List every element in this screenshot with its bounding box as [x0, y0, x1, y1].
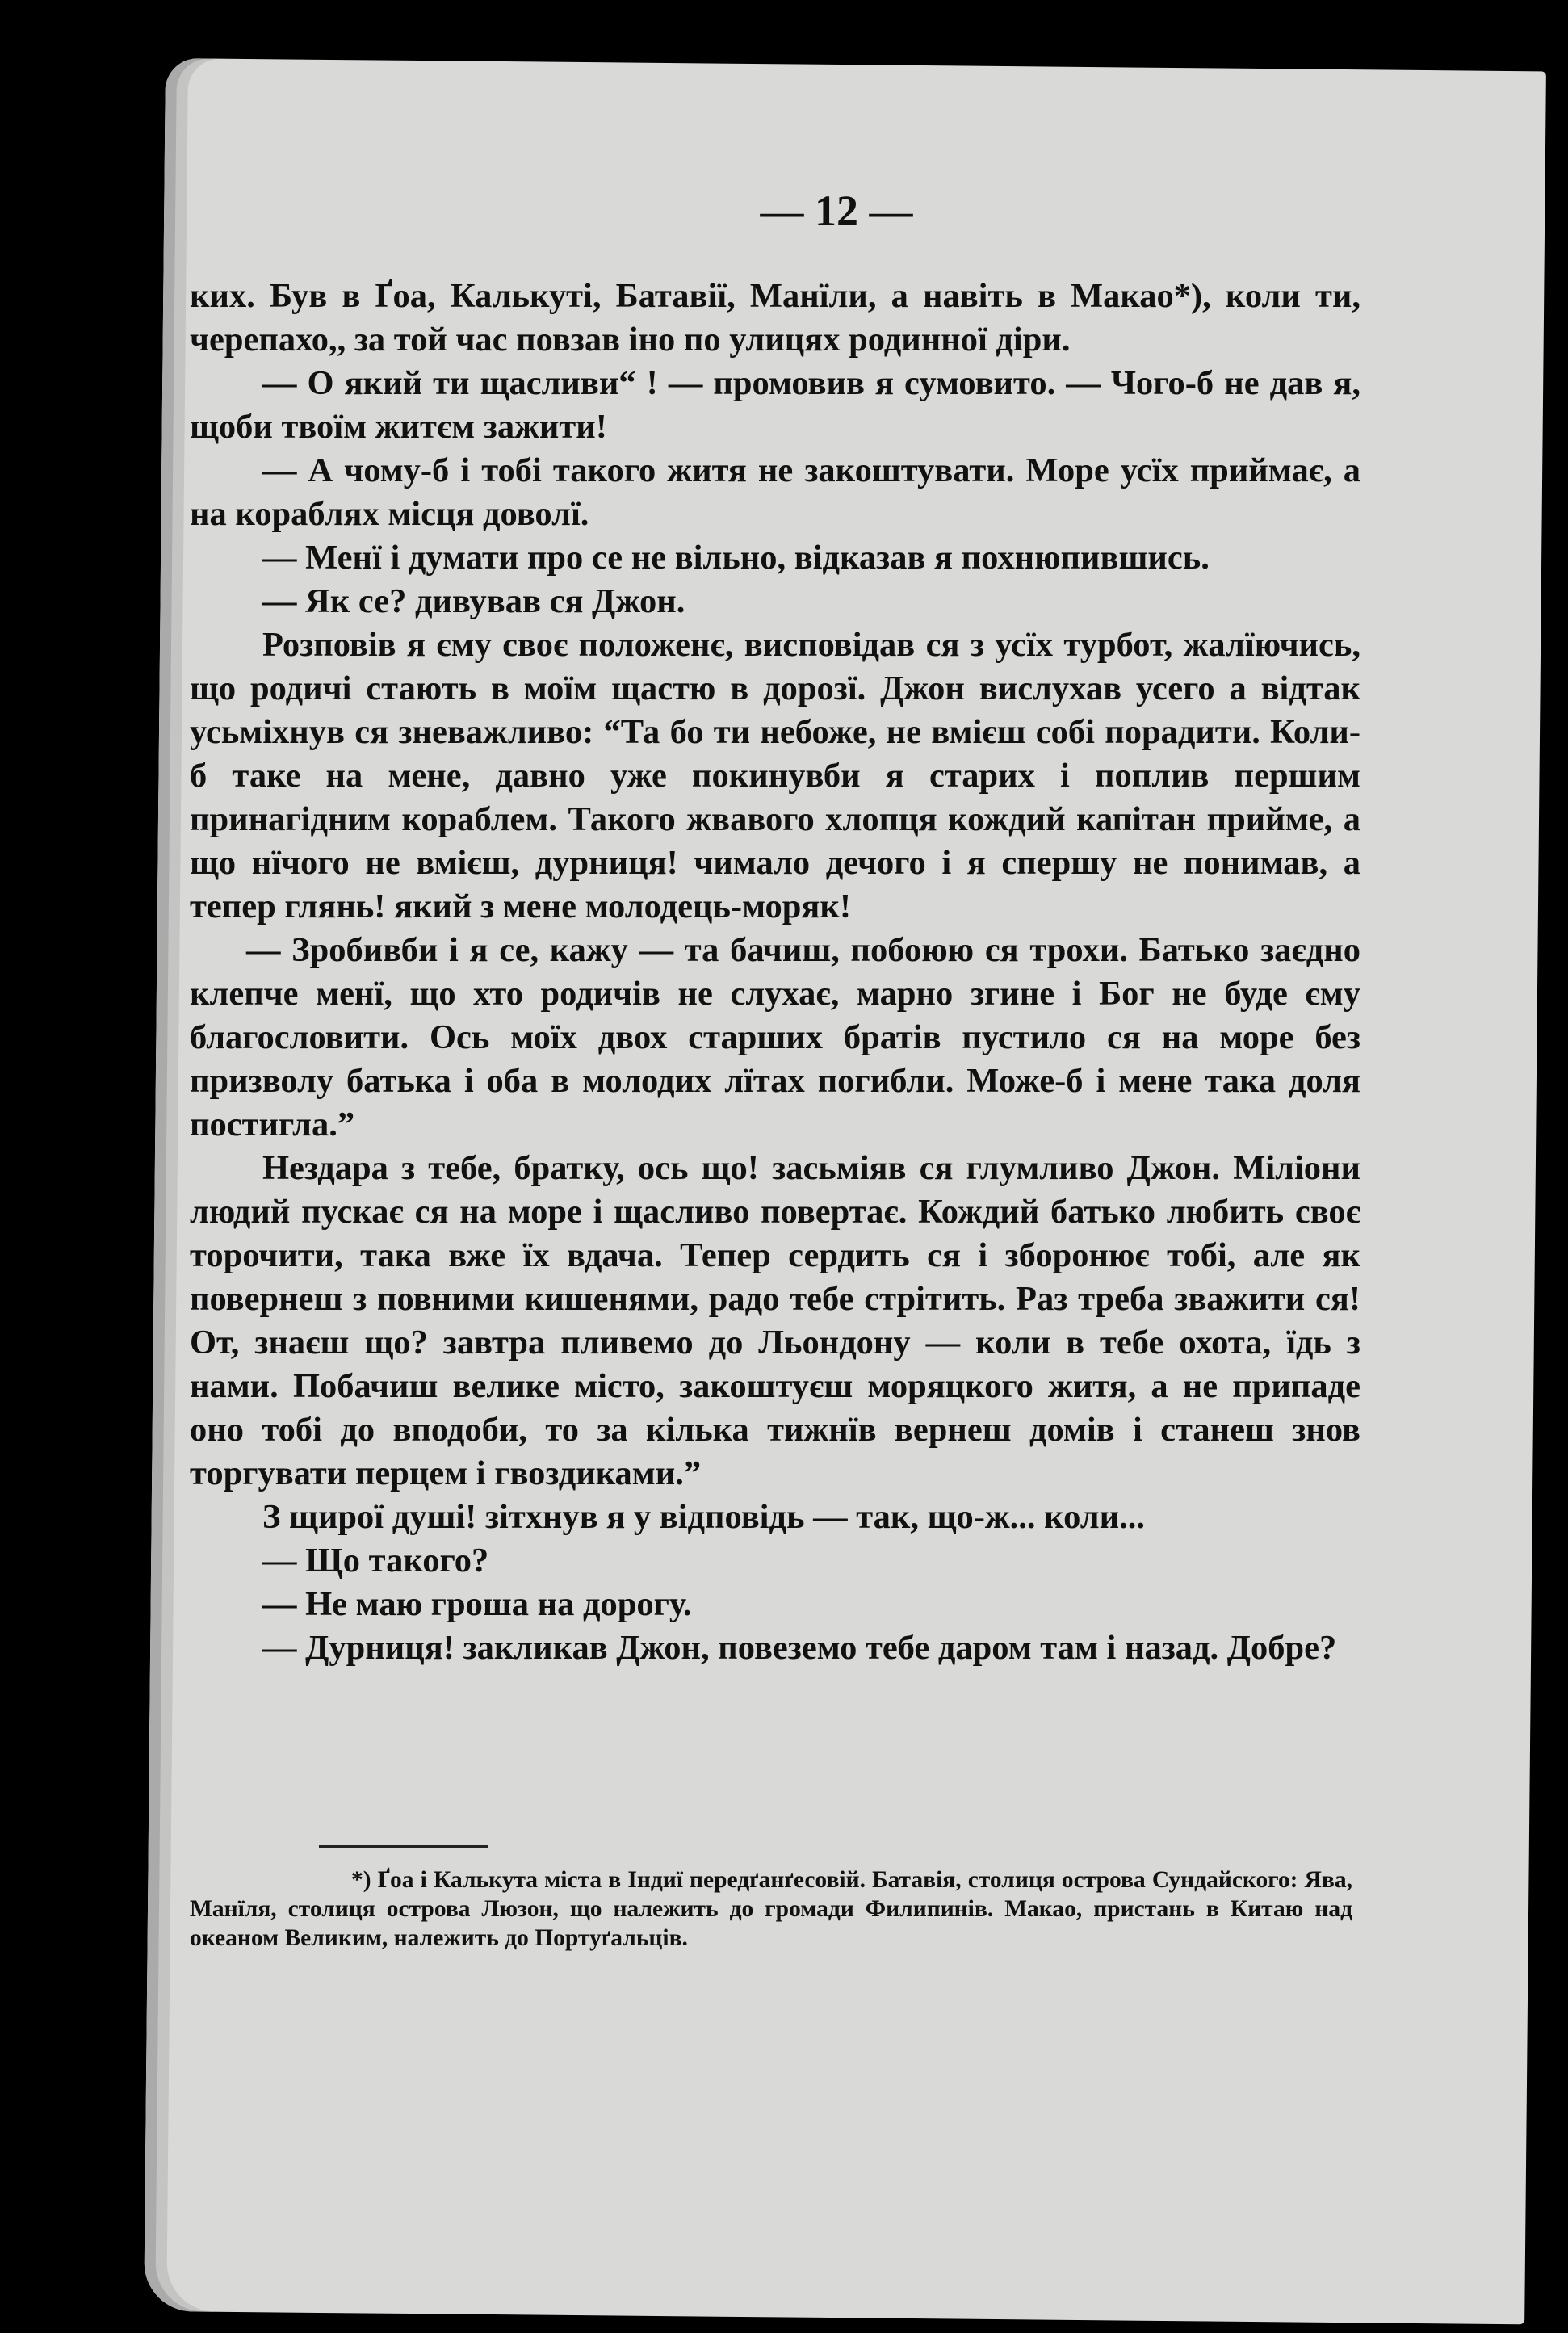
paragraph-7: — Зробивби і я се, кажу — та бачиш, побоюю ся трохи. Батько заєдно клепче менї, що хто родичів не слухає, марно згине і Бог не буде єму благословити. Ось моїх двох старших братів пустило ся на море без призволу батька і оба в молодих лїтах погибли. Може-б і мене така доля постигла.”	[190, 931, 1360, 1143]
paragraph-9: З щирої душі! зітхнув я у відповідь — так, що-ж... коли...	[262, 1498, 1146, 1536]
paragraph-6: Розповів я єму своє положенє, висповідав ся з усїх турбот, жалїючись, що родичі стають в моїм щастю в дорозї. Джон вислухав усего а відтак усьміхнув ся зневажливо: “Та бо ти небоже, не вмієш собі порадити. Коли-б таке на мене, давно уже покинувби я старих і поплив першим принагідним кораблем. Такого жвавого хлопця кождий капітан прийме, а що нїчого не вмієш, дурниця! чимало дечого і я спершу не понимав, а тепер глянь! який з мене молодець-моряк!	[190, 626, 1360, 925]
paragraph-4: — Менї і думати про се не вільно, відказав я похнюпившись.	[262, 539, 1210, 577]
paragraph-3: — А чому-б і тобі такого житя не закоштувати. Море усїх приймає, а на кораблях місця доволї.	[190, 451, 1360, 533]
footnote-divider	[319, 1845, 488, 1848]
paragraph-5: — Як се? дивував ся Джон.	[262, 582, 685, 620]
footnote: *) Ґоа і Калькута міста в Індиї передґанґесовій. Батавія, столиця острова Сундайского: Ява, Манїля, столиця острова Люзон, що належить до громади Филипинів. Макао, пристань в Китаю над океаном Великим, належить до Портуґальців.	[190, 1867, 1352, 1951]
page-number: — 12 —	[760, 187, 913, 235]
paragraph-10: — Що такого?	[262, 1542, 489, 1580]
paragraph-11: — Не маю гроша на дорогу.	[262, 1585, 692, 1623]
body-text	[190, 275, 1360, 1670]
paragraph-12: — Дурниця! закликав Джон, повеземо тебе даром там і назад. Добре?	[262, 1629, 1337, 1667]
paragraph-8: Нездара з тебе, братку, ось що! засьміяв ся глумливо Джон. Міліони людий пускає ся на море і щасливо повертає. Кождий батько любить своє торочити, така вже їх вдача. Тепер сердить ся і зборонює тобі, але як повернеш з повними кишенями, радо тебе стрітить. Раз треба зважити ся! От, знаєш що? завтра пливемо до Льондону — коли в тебе охота, їдь з нами. Побачиш велике місто, закоштуєш моряцкого житя, а не припаде оно тобі до вподоби, то за кілька тижнїв вернеш домів і станеш знов торгувати перцем і гвоздиками.”	[190, 1149, 1360, 1492]
paragraph-1: ких. Був в Ґоа, Калькуті, Батавії, Манїли, а навіть в Макао*), коли ти, черепахо,, за той час повзав іно по улицях родинної діри.	[190, 277, 1360, 359]
paragraph-2: — О який ти щасливи“ ! — промовив я сумовито. — Чого-б не дав я, щоби твоїм житєм зажити!	[190, 364, 1360, 446]
